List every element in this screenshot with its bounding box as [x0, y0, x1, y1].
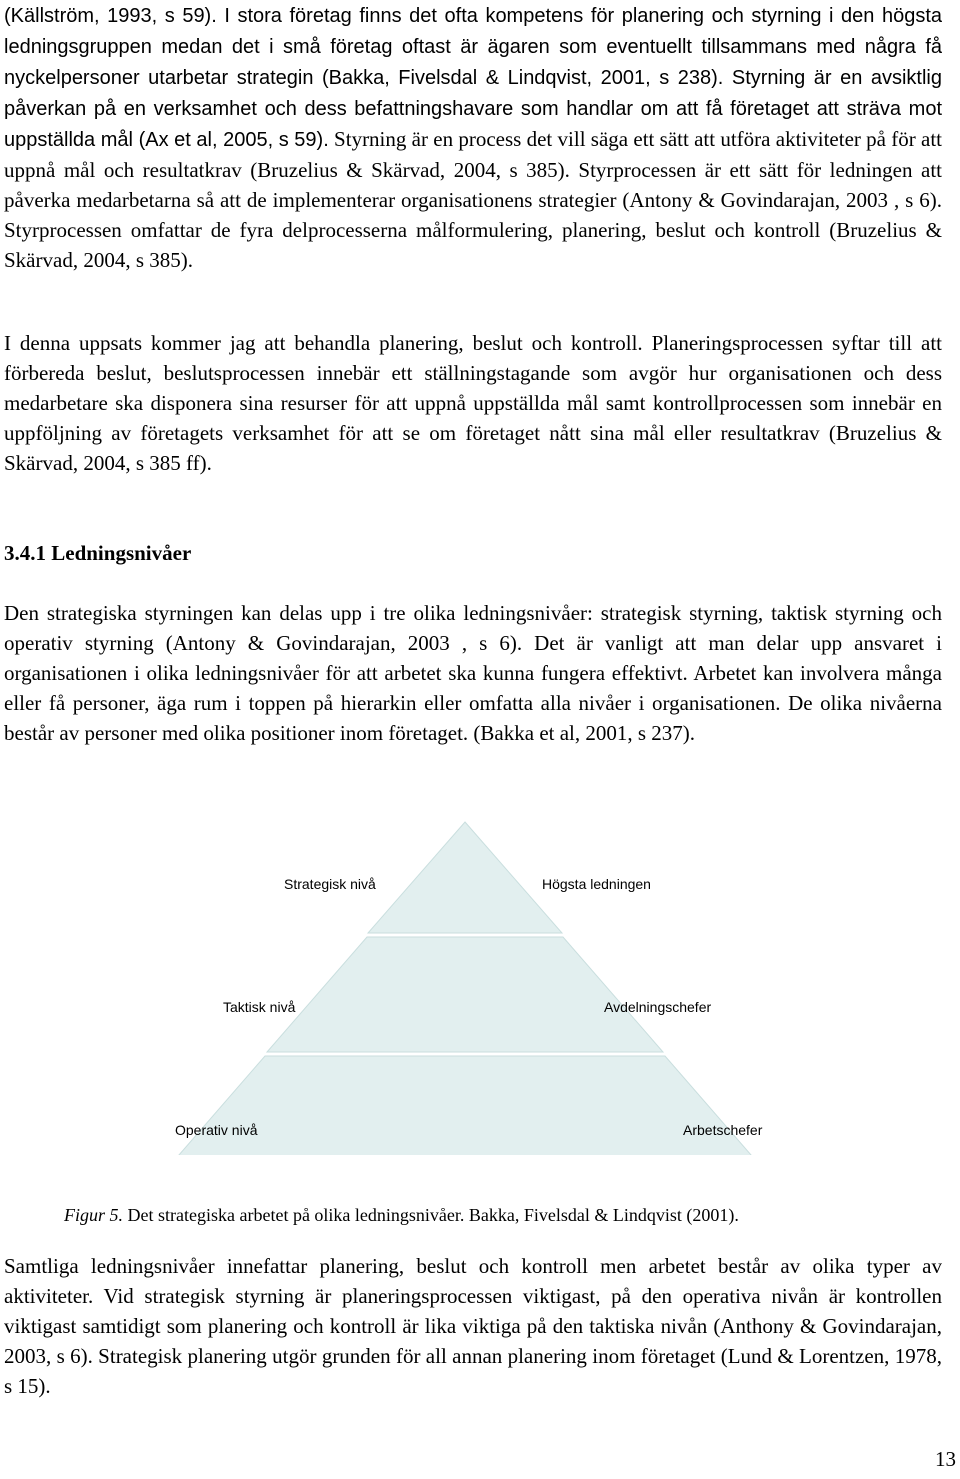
paragraph-styrning: [4, 0, 942, 275]
level-label-operativ: Operativ nivå: [175, 1122, 258, 1138]
pyramid-tier-top: [368, 822, 562, 933]
paragraph-run-3: Styrning är en process det vill säga ett sätt att utföra aktiviteter på för att uppnå mål och resultatkrav (Bruzelius & Skärvad, 2004, s 385). Styrprocessen är ett sätt för ledningen att påverka medarbetarna så att de implementerar organisationens strategier (Antony & Govindarajan, 2003 , s 6). Styrprocessen omfattar de fyra delprocesserna målformulering, planering, beslut och kontroll (Bruzelius & Skärvad, 2004, s 385).: [4, 127, 942, 272]
level-label-strategisk: Strategisk nivå: [284, 876, 376, 892]
pyramid-diagram: [0, 810, 960, 1155]
level-label-taktisk: Taktisk nivå: [223, 999, 296, 1015]
role-label-avdelningschefer: Avdelningschefer: [604, 999, 712, 1015]
role-label-arbetschefer: Arbetschefer: [683, 1122, 763, 1138]
paragraph-run-1: (Källström, 1993, s 59). I stora företag finns det ofta kompetens för planering och styrning i den högsta ledningsgruppen medan det i små företag oftast är ägaren som eventuellt tillsammans med några få nyckelpersoner utarbetar strategin (Bakka, Fivelsdal & Lindqvist, 2001, s 238).: [4, 5, 942, 89]
role-label-hogsta-ledningen: Högsta ledningen: [542, 876, 651, 892]
page-number: 13: [935, 1447, 956, 1471]
paragraph-run-2: Styrning är en avsiktlig påverkan på en verksamhet och dess befattningshavare som handlar om att få företaget att sträva mot uppställda mål (Ax et al, 2005, s 59).: [4, 67, 942, 151]
pyramid-tier-bottom: [172, 1056, 758, 1155]
pyramid-figure: [0, 810, 960, 1155]
pyramid-tier-middle: [267, 937, 663, 1052]
caption-label: Figur 5.: [64, 1205, 124, 1225]
paragraph-ledningsnivaer: Den strategiska styrningen kan delas upp i tre olika ledningsnivåer: strategisk styrning, taktisk styrning och operativ styrning (Antony & Govindarajan, 2003 , s 6). Det är vanligt att man delar upp ansvaret i organisationen i olika ledningsnivåer för att arbetet ska kunna fungera effektivt. Arbetet kan involvera många eller få personer, äga rum i toppen på hierarkin eller omfatta alla nivåer i organisationen. De olika nivåerna består av personer med olika positioner inom företaget. (Bakka et al, 2001, s 237).: [4, 601, 942, 745]
paragraph-planering: I denna uppsats kommer jag att behandla planering, beslut och kontroll. Planeringsprocessen syftar till att förbereda beslut, beslutsprocessen innebär ett ställningstagande som avgör hur organisationen och dess medarbetare ska disponera sina resurser för att uppnå uppställda mål samt kontrollprocessen som innebär en uppföljning av företagets verksamhet för att se om företaget nått sina mål eller resultatkrav (Bruzelius & Skärvad, 2004, s 385 ff).: [4, 331, 942, 475]
figure-caption: [64, 1203, 739, 1227]
section-heading: 3.4.1 Ledningsnivåer: [4, 541, 192, 565]
paragraph-samtliga: Samtliga ledningsnivåer innefattar planering, beslut och kontroll men arbetet består av olika typer av aktiviteter. Vid strategisk styrning är planeringsprocessen viktigast, på den operativa nivån är kontrollen viktigast samtidigt som planering och kontroll är lika viktiga på den taktiska nivån (Anthony & Govindarajan, 2003, s 6). Strategisk planering utgör grunden för all annan planering inom företaget (Lund & Lorentzen, 1978, s 15).: [4, 1254, 942, 1398]
caption-text: Det strategiska arbetet på olika ledningsnivåer. Bakka, Fivelsdal & Lindqvist (2001).: [123, 1205, 739, 1225]
